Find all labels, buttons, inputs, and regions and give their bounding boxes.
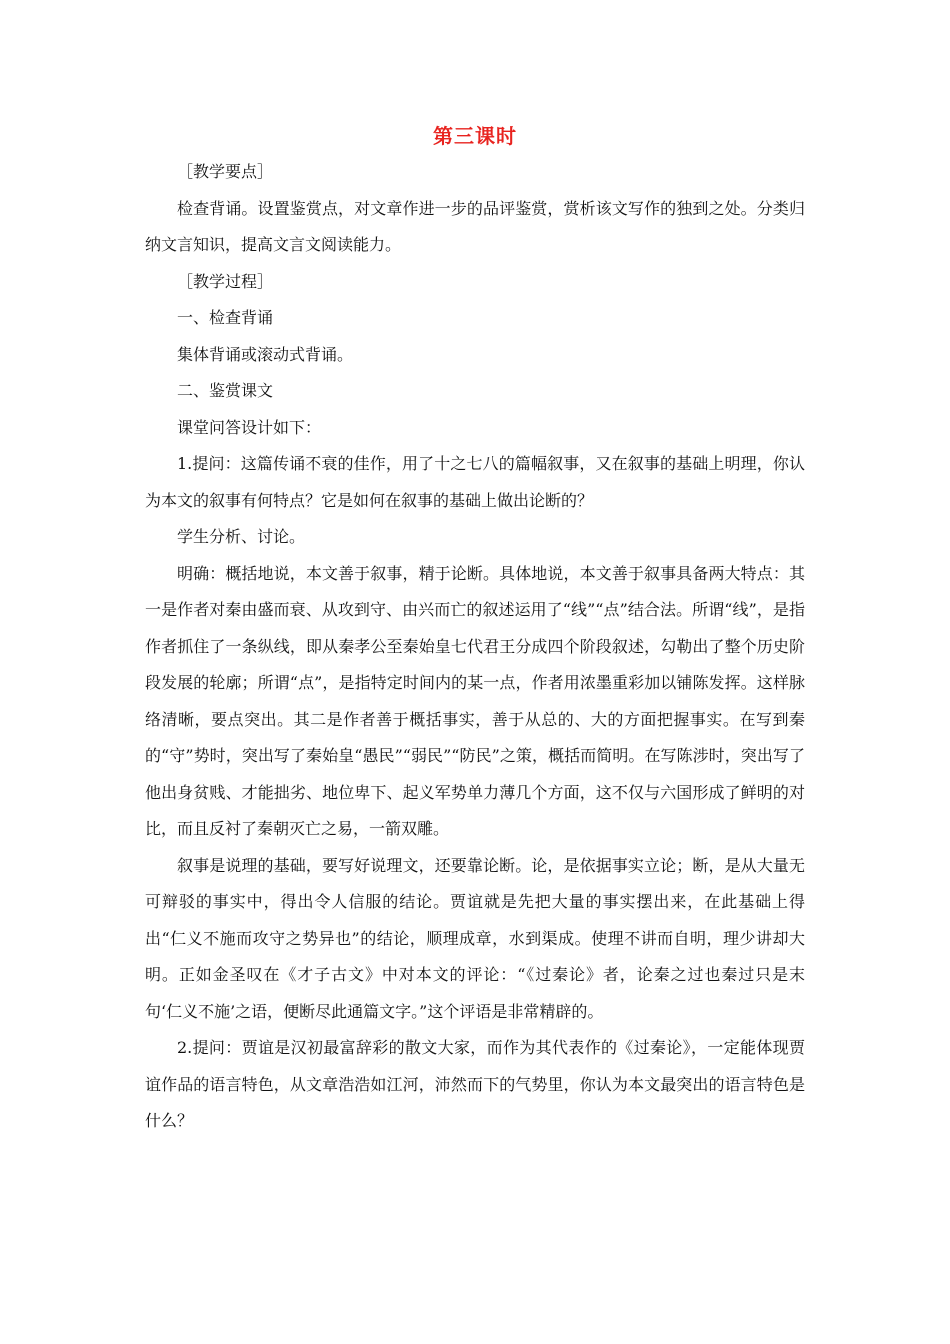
question-2: 2.提问：贾谊是汉初最富辞彩的散文大家，而作为其代表作的《过秦论》，一定能体现贾谊作品的语言特色，从文章浩浩如江河，沛然而下的气势里，你认为本文最突出的语言特色是什么？ [145,1038,805,1130]
section-heading-teaching-process: ［教学过程］ [177,271,274,291]
subheading-appreciate-text: 二、鉴赏课文 [177,381,274,400]
paragraph: 课堂问答设计如下： [177,417,322,437]
subheading-check-recitation: 一、检查背诵 [177,308,274,327]
paragraph: 检查背诵。设置鉴赏点，对文章作进一步的品评鉴赏，赏析该文写作的独到之处。分类归纳文言知识，提高文言文阅读能力。 [145,198,805,254]
answer-paragraph: 明确：概括地说，本文善于叙事，精于论断。具体地说，本文善于叙事具备两大特点：其一是作者对秦由盛而衰、从攻到守、由兴而亡的叙述运用了“线”“点”结合法。所谓“线”，是指作者抓住了一条纵线，即从秦孝公至秦始皇七代君王分成四个阶段叙述，勾勒出了整个历史阶段发展的轮廓；所谓“点”，是指特定时间内的某一点，作者用浓墨重彩加以铺陈发挥。这样脉络清晰，要点突出。其二是作者善于概括事实，善于从总的、大的方面把握事实。在写到秦的“守”势时，突出写了秦始皇“愚民”“弱民”“防民”之策，概括而简明。在写陈涉时，突出写了他出身贫贱、才能拙劣、地位卑下、起义军势单力薄几个方面，这不仅与六国形成了鲜明的对比，而且反衬了秦朝灭亡之易，一箭双雕。 [145,563,805,838]
section-heading-teaching-points: ［教学要点］ [177,162,274,181]
document-page [145,118,805,1140]
question-1: 1.提问：这篇传诵不衰的佳作，用了十之七八的篇幅叙事，又在叙事的基础上明理，你认为本文的叙事有何特点？它是如何在叙事的基础上做出论断的？ [145,454,805,510]
paragraph: 叙事是说理的基础，要写好说理文，还要靠论断。论，是依据事实立论；断，是从大量无可辩驳的事实中，得出令人信服的结论。贾谊就是先把大量的事实摆出来，在此基础上得出“仁义不施而攻守之势异也”的结论，顺理成章，水到渠成。使理不讲而自明，理少讲却大明。正如金圣叹在《才子古文》中对本文的评论：“《过秦论》者，论秦之过也秦过只是末句‘仁义不施’之语，便断尽此通篇文字。”这个评语是非常精辟的。 [145,855,805,1021]
page-title: 第三课时 [433,124,517,148]
paragraph: 学生分析、讨论。 [177,527,306,546]
paragraph: 集体背诵或滚动式背诵。 [177,344,354,364]
